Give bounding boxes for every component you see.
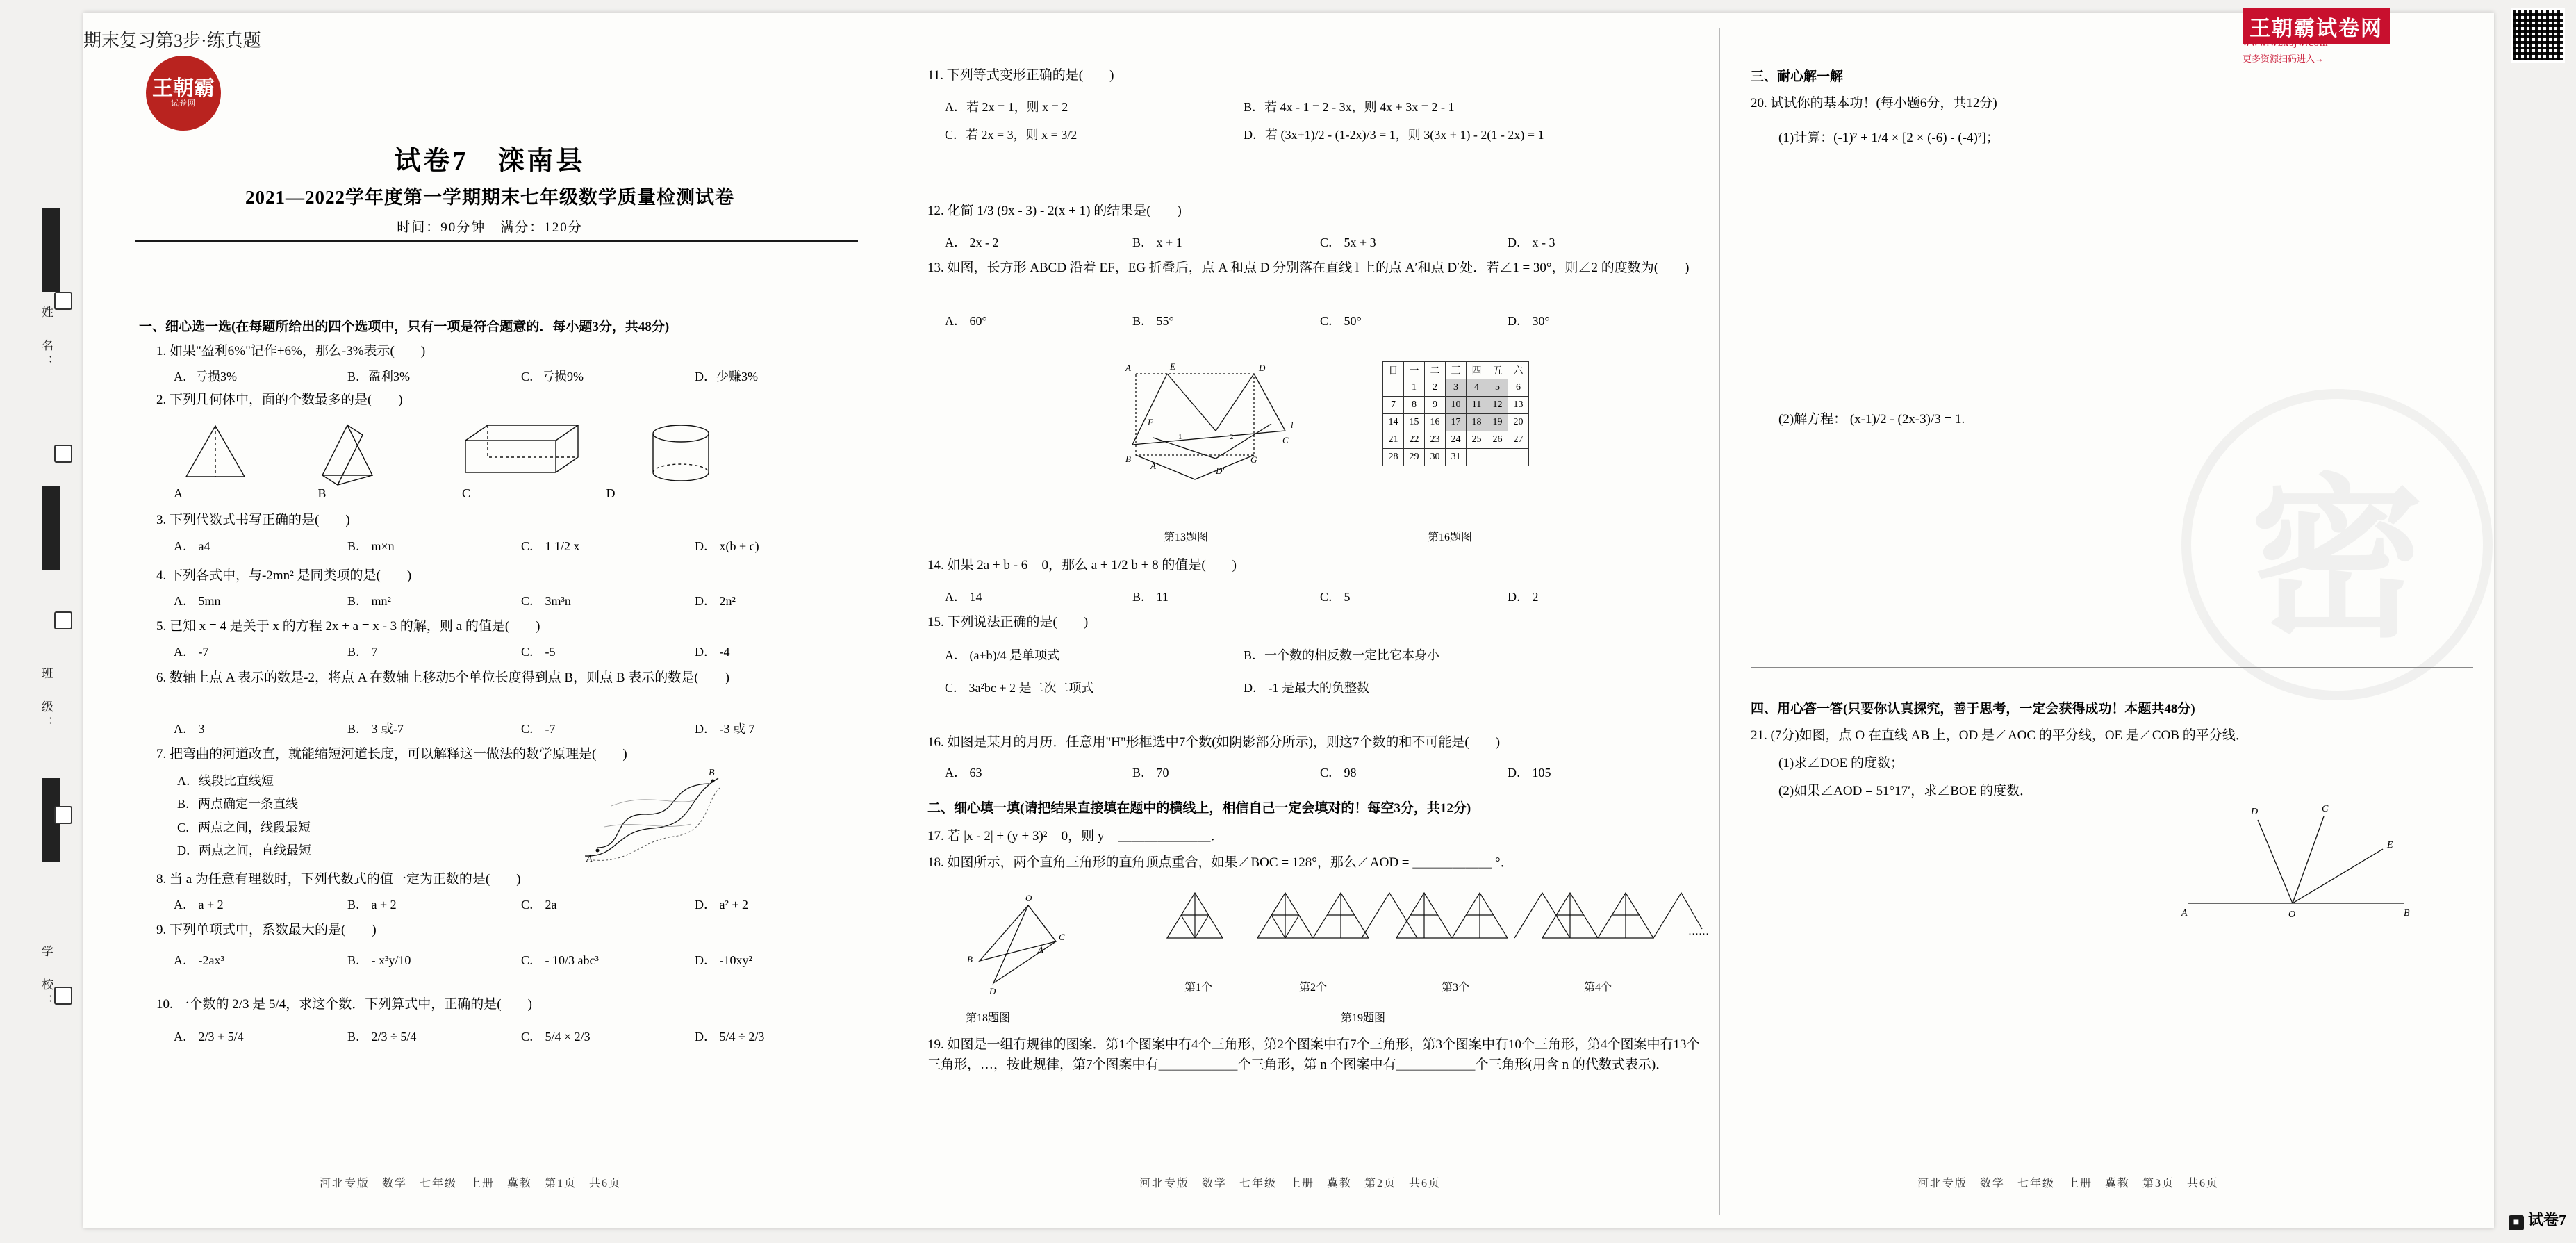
question-4 [156,566,865,586]
calendar-cell [1508,449,1529,466]
brand-name: 王朝霸试卷网 [2243,8,2390,44]
question-14-options [945,587,1695,605]
calendar-cell [1467,449,1487,466]
q18-text[interactable]: 如图所示，两个直角三角形的直角顶点重合，如果∠BOC = 128°，那么∠AOD = ＿＿＿＿＿＿ °． [947,855,1514,870]
calendar-header-cell: 日 [1383,362,1404,379]
q15-option-b[interactable]: B．一个数的相反数一定比它本身小 [1244,648,1440,662]
binding-mark-top [42,208,60,292]
calendar-cell: 29 [1404,449,1425,466]
question-18-figure [952,886,1132,1011]
river-road-figure [570,764,799,865]
q16-option-d[interactable]: D． 105 [1508,766,1551,780]
calendar-cell [1487,449,1508,466]
question-20-part-2: (2)解方程： (x-1)/2 - (2x-3)/3 = 1. [1778,412,1965,427]
question-16 [927,733,1706,753]
calendar-header-cell: 五 [1487,362,1508,379]
figure-19-item-labels [1153,978,1709,994]
q1-text: 如果"盈利6%"记作+6%，那么-3%表示( ) [170,344,426,359]
svg-text:E: E [1170,361,1175,372]
q15-option-d[interactable]: D． -1 是最大的负整数 [1244,680,1369,695]
qr-code-icon[interactable] [2511,8,2565,63]
calendar-cell: 2 [1425,379,1446,397]
question-13 [927,258,1706,279]
q13-no: 13. [927,261,944,275]
section-divider [1751,667,2473,668]
footer-page-2: 河北专版 数学 七年级 上册 冀教 第2页 共6页 [1139,1178,1442,1190]
q6-text: 数轴上点 A 表示的数是-2，将点 A 在数轴上移动5个单位长度得到点 B，则点 B 表示的数是( ) [170,670,729,685]
calendar-row [1383,397,1529,414]
triangular-prism-figure [322,425,372,485]
svg-text:1: 1 [1178,433,1182,441]
question-6 [156,668,858,689]
calendar-row [1383,414,1529,431]
title-rule [135,240,858,242]
q6-option-a[interactable]: A． 3 [174,722,205,736]
series-label: 期末复习第3步·练真题 [83,31,261,51]
svg-text:D′: D′ [1216,466,1225,476]
question-5-options [174,642,868,660]
q2-text: 下列几何体中，面的个数最多的是( ) [170,393,403,407]
q15-option-a[interactable]: A． (a+b)/4 是单项式 [945,648,1060,662]
calendar-cell: 24 [1446,431,1467,449]
figure-16-caption: 第16题图 [1428,532,1473,543]
q1-option-a[interactable]: A．亏损3% [174,370,237,384]
q11-text: 下列等式变形正确的是( ) [946,68,1114,83]
q13-option-a[interactable]: A． 60° [945,314,987,328]
calendar-header-cell: 六 [1508,362,1529,379]
q2-option-d[interactable]: D [606,486,616,500]
q11-option-d[interactable]: D．若 (3x+1)/2 - (1-2x)/3 = 1，则 3(3x + 1) - 2(1 - 2x) = 1 [1244,127,1544,142]
calendar-cell [1383,379,1404,397]
calendar-cell: 11 [1467,397,1487,414]
calendar-row [1383,431,1529,449]
calendar-row [1383,379,1529,397]
q13-option-c[interactable]: C． 50° [1320,314,1362,328]
figure-19-item-1: 第1个 [1184,982,1212,994]
folded-rectangle-figure [1112,340,1341,521]
svg-text:F: F [1148,417,1153,427]
q5-option-b[interactable]: B． 7 [347,645,378,659]
logo-badge [146,56,221,131]
cuboid-figure [465,425,578,472]
q2-option-a[interactable]: A [174,486,183,500]
question-21-part-2: (2)如果∠AOD = 51°17′，求∠BOE 的度数． [1778,784,2033,798]
calendar-header-cell: 一 [1404,362,1425,379]
svg-text:A: A [1038,944,1043,955]
q7-option-c[interactable]: C．两点之间，线段最短 [177,820,311,834]
calendar-cell: 20 [1508,414,1529,431]
brand-banner[interactable] [2243,6,2569,64]
paper-tag [2509,1208,2566,1230]
q4-option-c[interactable]: C． 3m³n [521,594,571,608]
svg-text:B: B [2404,908,2410,919]
figure-19-item-2: 第2个 [1298,982,1327,994]
q4-no: 4. [156,568,167,583]
calendar-cell: 8 [1404,397,1425,414]
question-2 [156,390,865,411]
svg-text:C: C [1282,435,1289,445]
svg-text:C: C [1059,932,1065,942]
q19-no: 19. [927,1037,944,1052]
calendar-cell: 30 [1425,449,1446,466]
calendar-cell: 17 [1446,414,1467,431]
question-5 [156,617,865,637]
question-7-options [177,770,566,862]
calendar-cell: 9 [1425,397,1446,414]
question-14 [927,556,1706,576]
q14-text: 如果 2a + b - 6 = 0，那么 a + 1/2 b + 8 的值是( ) [947,558,1237,573]
question-16-options [945,763,1695,781]
question-6-options [174,719,868,737]
calendar-row [1383,449,1529,466]
q9-option-b[interactable]: B． - x³y/10 [347,953,411,967]
svg-text:A′: A′ [1150,461,1158,471]
q9-text: 下列单项式中，系数最大的是( ) [170,923,377,937]
q4-text: 下列各式中，与-2mn² 是同类项的是( ) [170,568,412,583]
calendar-cell: 3 [1446,379,1467,397]
q13-option-b[interactable]: B． 55° [1132,314,1174,328]
calendar-cell: 13 [1508,397,1529,414]
calendar-figure [1382,361,1529,466]
svg-text:B: B [1125,454,1131,464]
q9-option-a[interactable]: A． -2ax³ [174,953,224,967]
binding-mark-mid [42,486,60,570]
q4-option-b[interactable]: B． mn² [347,594,391,608]
q3-option-c[interactable]: C． 1 1/2 x [521,539,580,553]
q4-option-d[interactable]: D． 2n² [695,594,736,608]
q3-option-d[interactable]: D． x(b + c) [695,539,759,553]
calendar-cell: 7 [1383,397,1404,414]
question-3-options [174,536,868,554]
q12-text: 化简 1/3 (9x - 3) - 2(x + 1) 的结果是( ) [947,204,1182,218]
calendar-header-cell: 三 [1446,362,1467,379]
q7-option-d[interactable]: D．两点之间，直线最短 [177,843,311,857]
svg-text:2: 2 [1230,433,1234,441]
q16-option-b[interactable]: B． 70 [1132,766,1169,780]
svg-text:D: D [1259,363,1266,373]
q12-option-b[interactable]: B． x + 1 [1132,236,1182,249]
punch-notch-2 [54,445,72,463]
calendar-cell: 31 [1446,449,1467,466]
name-label: 姓 名： [40,306,53,371]
svg-text:G: G [1250,454,1257,465]
calendar-cell: 6 [1508,379,1529,397]
question-15-options [945,639,1709,705]
q15-text: 下列说法正确的是( ) [947,615,1089,629]
question-8-options [174,895,868,913]
question-12-options [945,233,1695,251]
svg-text:C: C [2322,804,2329,814]
q7-text: 把弯曲的河道改直，就能缩短河道长度，可以解释这一做法的数学原理是( ) [170,747,627,762]
question-21-part-1: (1)求∠DOE 的度数； [1778,756,1904,771]
q16-option-c[interactable]: C． 98 [1320,766,1357,780]
page-title: 试卷7 滦南县 [394,147,586,176]
calendar-cell: 15 [1404,414,1425,431]
q1-option-b[interactable]: B．盈利3% [347,370,410,384]
cone-figure [186,426,245,477]
q14-option-c[interactable]: C． 5 [1320,590,1351,604]
school-label: 学 校： [40,945,53,1010]
q8-option-b[interactable]: B． a + 2 [347,898,397,912]
calendar-table [1382,361,1529,466]
question-13-options [945,311,1695,329]
logo-sub: 试卷网 [171,99,196,108]
svg-text:A: A [1125,363,1131,373]
question-15 [927,613,1706,633]
svg-text:A: A [2181,908,2188,919]
calendar-cell: 25 [1467,431,1487,449]
q8-option-c[interactable]: C． 2a [521,898,557,912]
logo-text: 王朝霸 [152,77,215,101]
punch-notch-5 [54,987,72,1005]
q5-no: 5. [156,619,167,634]
calendar-cell: 22 [1404,431,1425,449]
q8-option-a[interactable]: A． a + 2 [174,898,224,912]
q3-no: 3. [156,513,167,527]
q16-no: 16. [927,735,944,750]
brand-note: 更多资源扫码进入→ [2243,53,2325,64]
calendar-cell: 21 [1383,431,1404,449]
q6-option-d[interactable]: D． -3 或 7 [695,722,755,736]
svg-text:O: O [1025,893,1032,903]
question-9-options [174,950,868,969]
q16-text: 如图是某月的月历．任意用"H"形框选中7个数(如阴影部分所示)，则这7个数的和不可能是( ) [947,735,1501,750]
figure-19-item-4: 第4个 [1583,982,1612,994]
question-4-options [174,591,868,609]
figure-18-caption: 第18题图 [966,1012,1011,1024]
question-11 [927,66,1706,86]
q8-no: 8. [156,872,167,887]
q1-no: 1. [156,344,167,359]
q6-option-c[interactable]: C． -7 [521,722,556,736]
q7-no: 7. [156,747,167,762]
q7-option-b[interactable]: B．两点确定一条直线 [177,797,299,812]
q19-text[interactable]: 如图是一组有规律的图案．第1个图案中有4个三角形，第2个图案中有7个三角形，第3个图案中有10个三角形，第4个图案中有13个三角形，…，按此规律，第7个图案中有＿＿＿＿＿＿个三角形，第 n 个图案中有＿＿＿＿＿＿个三角形(用含 n 的代数式表示)． [927,1037,1700,1072]
q10-text: 一个数的 2/3 是 5/4，求这个数．下列算式中，正确的是( ) [176,997,532,1012]
q12-option-a[interactable]: A． 2x - 2 [945,236,999,249]
calendar-cell: 14 [1383,414,1404,431]
q1-option-d[interactable]: D．少赚3% [695,370,758,384]
section-1-heading: 一、细心选一选(在每题所给出的四个选项中，只有一项是符合题意的．每小题3分，共48分) [139,320,670,334]
question-3 [156,511,865,531]
q2-no: 2. [156,393,167,407]
svg-text:O: O [2288,909,2296,920]
calendar-cell: 16 [1425,414,1446,431]
q13-text: 如图，长方形 ABCD 沿着 EF，EG 折叠后，点 A 和点 D 分别落在直线 l 上的点 A′和点 D′处．若∠1 = 30°，则∠2 的度数为( ) [947,261,1690,275]
svg-text:E: E [2387,840,2393,850]
figure-19-caption: 第19题图 [1341,1012,1386,1024]
q3-text: 下列代数式书写正确的是( ) [170,513,350,527]
security-watermark: 密 [2181,389,2493,700]
question-2-figures [174,415,861,492]
q11-option-b[interactable]: B．若 4x - 1 = 2 - 3x，则 4x + 3x = 2 - 1 [1244,100,1455,114]
question-9 [156,921,858,941]
q18-no: 18. [927,855,944,870]
question-19-figure [1153,886,1709,976]
svg-text:……: …… [1688,926,1709,937]
q14-option-b[interactable]: B． 11 [1132,590,1169,604]
calendar-cell: 10 [1446,397,1467,414]
exam-title: 2021—2022学年度第一学期期末七年级数学质量检测试卷 [245,187,734,208]
question-18 [927,853,1712,873]
q5-option-d[interactable]: D． -4 [695,645,730,659]
q21-text: (7分)如图，点 O 在直线 AB 上，OD 是∠AOC 的平分线，OE 是∠COB 的平分线． [1770,728,2249,743]
question-20 [1751,94,2466,114]
calendar-cell: 27 [1508,431,1529,449]
question-17 [927,827,1706,847]
calendar-cell: 1 [1404,379,1425,397]
question-10-options [174,1027,868,1045]
q12-option-d[interactable]: D． x - 3 [1508,236,1555,249]
exam-meta: 时间：90分钟 满分：120分 [397,220,583,235]
question-2-options [174,486,750,501]
q12-no: 12. [927,204,944,218]
q11-no: 11. [927,68,944,83]
figure-13-caption: 第13题图 [1164,532,1209,543]
q9-no: 9. [156,923,167,937]
publisher-logo [146,56,229,132]
tag-square-icon: ■ [2509,1215,2524,1230]
paper-tag-label: 试卷7 [2527,1211,2566,1228]
svg-text:A: A [586,854,593,864]
calendar-cell: 26 [1487,431,1508,449]
question-10 [156,995,858,1015]
q11-option-a[interactable]: A．若 2x = 1，则 x = 2 [945,100,1068,114]
calendar-cell: 12 [1487,397,1508,414]
q7-option-a[interactable]: A．线段比直线短 [177,774,274,788]
question-1-options [174,367,868,385]
q2-option-b[interactable]: B [317,486,327,500]
q9-option-c[interactable]: C． - 10/3 abc³ [521,953,599,967]
q5-text: 已知 x = 4 是关于 x 的方程 2x + a = x - 3 的解，则 a 的值是( ) [170,619,540,634]
question-12 [927,201,1706,222]
q6-no: 6. [156,670,167,685]
q15-no: 15. [927,615,944,629]
q9-option-d[interactable]: D． -10xy² [695,953,752,967]
q1-option-c[interactable]: C．亏损9% [521,370,584,384]
question-21 [1751,726,2473,746]
section-3-heading: 三、耐心解一解 [1751,69,1844,84]
calendar-cell: 28 [1383,449,1404,466]
svg-text:B: B [967,954,973,964]
q10-option-a[interactable]: A． 2/3 + 5/4 [174,1030,244,1044]
punch-notch-1 [54,292,72,310]
question-11-options [945,94,1716,149]
calendar-header-row [1383,362,1529,379]
q4-option-a[interactable]: A． 5mn [174,594,221,608]
calendar-cell: 4 [1467,379,1487,397]
q15-option-c[interactable]: C． 3a²bc + 2 是二次二项式 [945,680,1094,695]
q10-option-d[interactable]: D． 5/4 ÷ 2/3 [695,1030,765,1044]
q6-option-b[interactable]: B． 3 或-7 [347,722,404,736]
q8-text: 当 a 为任意有理数时，下列代数式的值一定为正数的是( ) [170,872,521,887]
question-1 [156,342,865,362]
calendar-cell: 19 [1487,414,1508,431]
calendar-cell: 18 [1467,414,1487,431]
calendar-cell: 23 [1425,431,1446,449]
figure-19-item-3: 第3个 [1441,982,1469,994]
q16-option-a[interactable]: A． 63 [945,766,982,780]
footer-page-3: 河北专版 数学 七年级 上册 冀教 第3页 共6页 [1917,1178,2220,1190]
q10-option-c[interactable]: C． 5/4 × 2/3 [521,1030,591,1044]
q12-option-c[interactable]: C． 5x + 3 [1320,236,1376,249]
q14-option-d[interactable]: D． 2 [1508,590,1539,604]
question-19 [927,1035,1712,1075]
q3-option-b[interactable]: B． m×n [347,539,395,553]
class-label: 班 级： [40,667,53,732]
q17-no: 17. [927,829,944,843]
section-4-heading: 四、用心答一答(只要你认真探究，善于思考，一定会获得成功！本题共48分) [1751,702,2195,716]
q2-option-c[interactable]: C [462,486,471,500]
question-21-figure [2174,792,2438,931]
q8-option-d[interactable]: D． a² + 2 [695,898,749,912]
q20-no: 20. [1751,96,1767,110]
punch-notch-4 [54,806,72,824]
q11-option-c[interactable]: C．若 2x = 3，则 x = 3/2 [945,127,1078,142]
q13-option-d[interactable]: D． 30° [1508,314,1550,328]
q14-option-a[interactable]: A． 14 [945,590,982,604]
q10-option-b[interactable]: B． 2/3 ÷ 5/4 [347,1030,417,1044]
q14-no: 14. [927,558,944,573]
column-divider-2 [1719,28,1720,1215]
brand-url[interactable]: www.wzxsjw.com [2243,38,2329,49]
punch-notch-3 [54,611,72,629]
svg-text:l: l [1291,420,1294,430]
q5-option-c[interactable]: C． -5 [521,645,556,659]
calendar-header-cell: 二 [1425,362,1446,379]
svg-text:B: B [709,768,715,778]
cylinder-figure [653,425,709,481]
question-7 [156,745,858,765]
q5-option-a[interactable]: A． -7 [174,645,209,659]
section-2-heading: 二、细心填一填(请把结果直接填在题中的横线上，相信自己一定会填对的！每空3分，共12分) [927,801,1471,816]
calendar-cell: 5 [1487,379,1508,397]
q20-text: 试试你的基本功！(每小题6分，共12分) [1770,96,1997,110]
q10-no: 10. [156,997,173,1012]
footer-page-1: 河北专版 数学 七年级 上册 冀教 第1页 共6页 [320,1178,622,1190]
q21-no: 21. [1751,728,1767,743]
calendar-header-cell: 四 [1467,362,1487,379]
q17-text[interactable]: 若 |x - 2| + (y + 3)² = 0，则 y = ＿＿＿＿＿＿＿． [947,829,1224,843]
question-20-part-1: (1)计算：(-1)² + 1/4 × [2 × (-6) - (-4)²]； [1778,131,1999,145]
question-8 [156,870,858,890]
svg-text:D: D [989,986,996,996]
svg-text:D: D [2251,807,2259,817]
q3-option-a[interactable]: A． a4 [174,539,210,553]
